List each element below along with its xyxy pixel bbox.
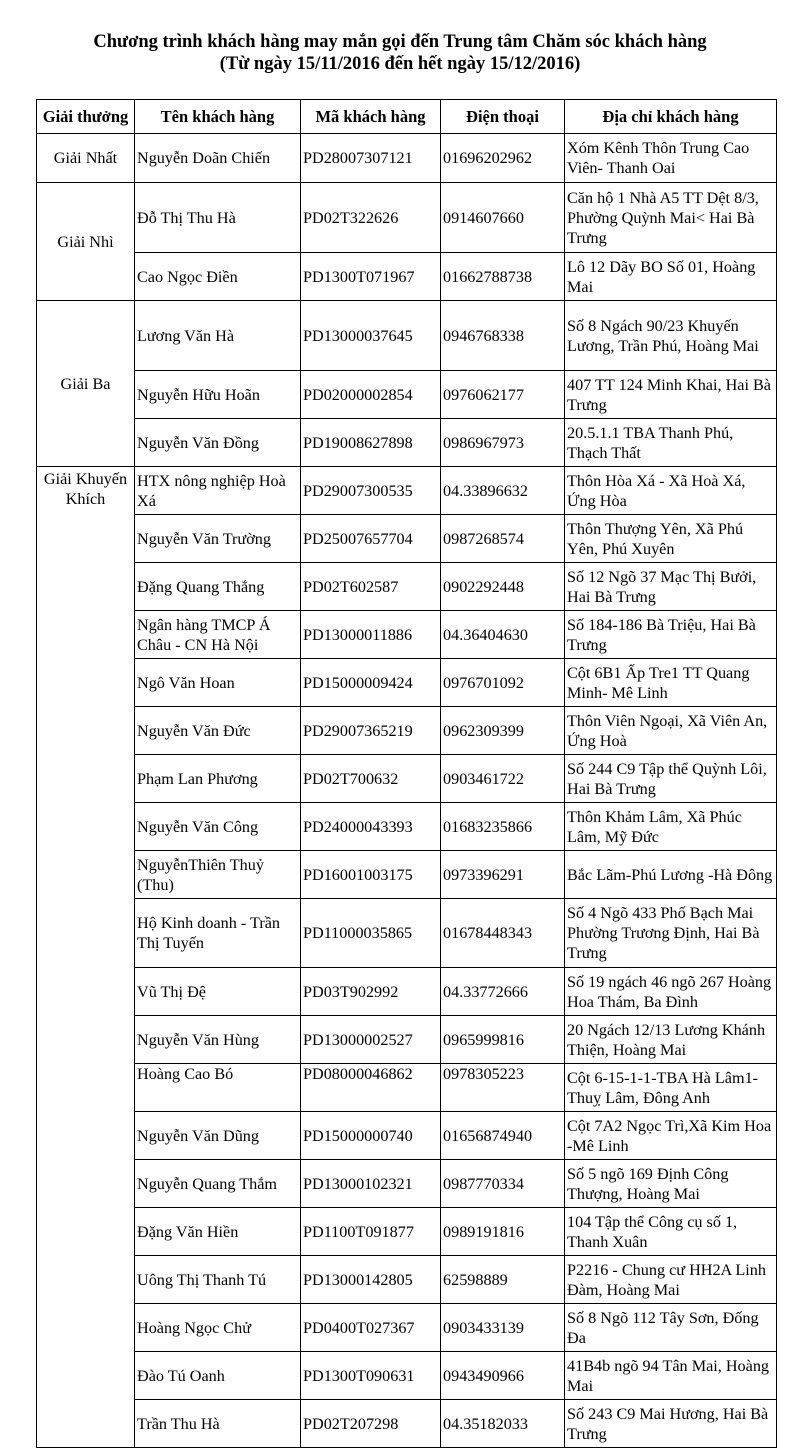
customer-address: Thôn Hòa Xá - Xã Hoà Xá, Ứng Hòa — [565, 467, 777, 515]
award-third: Giải Ba — [37, 301, 135, 467]
customer-address: Thôn Thượng Yên, Xã Phú Yên, Phú Xuyên — [565, 515, 777, 563]
customer-name: Lương Văn Hà — [135, 301, 301, 371]
customer-code: PD19008627898 — [301, 419, 441, 467]
award-first: Giải Nhất — [37, 134, 135, 183]
award-consolation: Giải Khuyến Khích — [37, 467, 135, 1448]
customer-phone: 0987770334 — [441, 1160, 565, 1208]
customer-code: PD13000142805 — [301, 1256, 441, 1304]
customer-name: Vũ Thị Đệ — [135, 968, 301, 1016]
customer-code: PD15000009424 — [301, 659, 441, 707]
customer-name: NguyễnThiên Thuỷ (Thu) — [135, 851, 301, 899]
customer-name: Ngân hàng TMCP Á Châu - CN Hà Nội — [135, 611, 301, 659]
table-row — [37, 1016, 777, 1064]
winners-table — [36, 99, 777, 1448]
customer-name: Nguyễn Quang Thắm — [135, 1160, 301, 1208]
customer-phone: 01678448343 — [441, 899, 565, 968]
customer-address: 20.5.1.1 TBA Thanh Phú, Thạch Thất — [565, 419, 777, 467]
customer-code: PD1300T071967 — [301, 253, 441, 301]
customer-code: PD25007657704 — [301, 515, 441, 563]
customer-phone: 0989191816 — [441, 1208, 565, 1256]
customer-address: Lô 12 Dãy BO Số 01, Hoàng Mai — [565, 253, 777, 301]
customer-address: Số 4 Ngõ 433 Phố Bạch Mai Phường Trương Định, Hai Bà Trưng — [565, 899, 777, 968]
customer-code: PD02T602587 — [301, 563, 441, 611]
customer-code: PD0400T027367 — [301, 1304, 441, 1352]
table-row — [37, 1400, 777, 1448]
customer-name: Hộ Kinh doanh - Trần Thị Tuyến — [135, 899, 301, 968]
customer-address: 104 Tập thể Công cụ số 1, Thanh Xuân — [565, 1208, 777, 1256]
customer-code: PD29007300535 — [301, 467, 441, 515]
customer-name: HTX nông nghiệp Hoà Xá — [135, 467, 301, 515]
customer-name: Đặng Văn Hiền — [135, 1208, 301, 1256]
customer-address: Số 243 C9 Mai Hương, Hai Bà Trưng — [565, 1400, 777, 1448]
table-row — [37, 1208, 777, 1256]
customer-phone: 01696202962 — [441, 134, 565, 183]
customer-phone: 0976701092 — [441, 659, 565, 707]
award-second: Giải Nhì — [37, 183, 135, 301]
customer-address: Số 12 Ngõ 37 Mạc Thị Bưởi, Hai Bà Trưng — [565, 563, 777, 611]
customer-address: Cột 6B1 Ấp Tre1 TT Quang Minh- Mê Linh — [565, 659, 777, 707]
customer-code: PD24000043393 — [301, 803, 441, 851]
table-row — [37, 563, 777, 611]
customer-code: PD13000037645 — [301, 301, 441, 371]
customer-name: Nguyễn Văn Dũng — [135, 1112, 301, 1160]
table-row — [37, 183, 777, 253]
table-header-row — [37, 100, 777, 134]
table-row — [37, 851, 777, 899]
table-row — [37, 1160, 777, 1208]
table-row — [37, 253, 777, 301]
customer-address: 407 TT 124 Minh Khai, Hai Bà Trưng — [565, 371, 777, 419]
customer-code: PD02T700632 — [301, 755, 441, 803]
table-row — [37, 1256, 777, 1304]
table-row — [37, 968, 777, 1016]
customer-address: Thôn Khảm Lâm, Xã Phúc Lâm, Mỹ Đức — [565, 803, 777, 851]
customer-name: Phạm Lan Phương — [135, 755, 301, 803]
customer-name: Đặng Quang Thắng — [135, 563, 301, 611]
customer-name: Trần Thu Hà — [135, 1400, 301, 1448]
customer-name: Đỗ Thị Thu Hà — [135, 183, 301, 253]
table-row — [37, 301, 777, 371]
customer-phone: 0903433139 — [441, 1304, 565, 1352]
customer-name: Nguyễn Văn Công — [135, 803, 301, 851]
customer-code: PD13000102321 — [301, 1160, 441, 1208]
customer-phone: 04.33772666 — [441, 968, 565, 1016]
customer-address: Số 8 Ngõ 112 Tây Sơn, Đống Đa — [565, 1304, 777, 1352]
customer-phone: 0986967973 — [441, 419, 565, 467]
customer-code: PD15000000740 — [301, 1112, 441, 1160]
customer-code: PD02000002854 — [301, 371, 441, 419]
customer-address: Số 19 ngách 46 ngõ 267 Hoàng Hoa Thám, Ba Đình — [565, 968, 777, 1016]
customer-address: 20 Ngách 12/13 Lương Khánh Thiện, Hoàng Mai — [565, 1016, 777, 1064]
table-row — [37, 659, 777, 707]
table-row — [37, 707, 777, 755]
customer-phone: 0943490966 — [441, 1352, 565, 1400]
page-title: Chương trình khách hàng may mắn gọi đến Trung tâm Chăm sóc khách hàng — [93, 32, 707, 52]
table-row — [37, 419, 777, 467]
table-row — [37, 755, 777, 803]
customer-phone: 04.36404630 — [441, 611, 565, 659]
customer-address: Số 8 Ngách 90/23 Khuyến Lương, Trần Phú, Hoàng Mai — [565, 301, 777, 371]
customer-code: PD11000035865 — [301, 899, 441, 968]
customer-code: PD29007365219 — [301, 707, 441, 755]
customer-code: PD02T322626 — [301, 183, 441, 253]
customer-phone: 62598889 — [441, 1256, 565, 1304]
customer-phone: 04.33896632 — [441, 467, 565, 515]
customer-phone: 0978305223 — [441, 1064, 565, 1112]
customer-address: 41B4b ngõ 94 Tân Mai, Hoàng Mai — [565, 1352, 777, 1400]
customer-phone: 0976062177 — [441, 371, 565, 419]
table-row — [37, 134, 777, 183]
customer-name: Hoàng Ngọc Chử — [135, 1304, 301, 1352]
table-row — [37, 1304, 777, 1352]
customer-phone: 01683235866 — [441, 803, 565, 851]
customer-phone: 0946768338 — [441, 301, 565, 371]
customer-phone: 0903461722 — [441, 755, 565, 803]
customer-address: Xóm Kênh Thôn Trung Cao Viên- Thanh Oai — [565, 134, 777, 183]
customer-name: Uông Thị Thanh Tú — [135, 1256, 301, 1304]
table-row — [37, 515, 777, 563]
table-row — [37, 1352, 777, 1400]
table-row — [37, 803, 777, 851]
customer-address: P2216 - Chung cư HH2A Linh Đàm, Hoàng Mai — [565, 1256, 777, 1304]
customer-name: Cao Ngọc Điền — [135, 253, 301, 301]
customer-phone: 0987268574 — [441, 515, 565, 563]
header-phone: Điện thoại — [441, 100, 565, 134]
customer-name: Nguyễn Hữu Hoãn — [135, 371, 301, 419]
customer-phone: 01662788738 — [441, 253, 565, 301]
header-name: Tên khách hàng — [135, 100, 301, 134]
customer-phone: 0902292448 — [441, 563, 565, 611]
customer-phone: 0965999816 — [441, 1016, 565, 1064]
customer-name: Nguyễn Doãn Chiến — [135, 134, 301, 183]
customer-address: Thôn Viên Ngoại, Xã Viên An, Ứng Hoà — [565, 707, 777, 755]
customer-name: Nguyễn Văn Trường — [135, 515, 301, 563]
header-award: Giải thưởng — [37, 100, 135, 134]
header-code: Mã khách hàng — [301, 100, 441, 134]
customer-code: PD02T207298 — [301, 1400, 441, 1448]
header-address: Địa chỉ khách hàng — [565, 100, 777, 134]
customer-address: Bắc Lãm-Phú Lương -Hà Đông — [565, 851, 777, 899]
customer-name: Đào Tú Oanh — [135, 1352, 301, 1400]
table-row — [37, 371, 777, 419]
page-subtitle: (Từ ngày 15/11/2016 đến hết ngày 15/12/2016) — [219, 54, 581, 74]
customer-code: PD1300T090631 — [301, 1352, 441, 1400]
customer-code: PD28007307121 — [301, 134, 441, 183]
customer-phone: 0973396291 — [441, 851, 565, 899]
customer-code: PD03T902992 — [301, 968, 441, 1016]
customer-address: Số 5 ngõ 169 Định Công Thượng, Hoàng Mai — [565, 1160, 777, 1208]
customer-address: Số 184-186 Bà Triệu, Hai Bà Trưng — [565, 611, 777, 659]
customer-name: Hoàng Cao Bó — [135, 1064, 301, 1112]
customer-address: Cột 6-15-1-1-TBA Hà Lâm1-Thuỵ Lâm, Đông Anh — [565, 1064, 777, 1112]
table-row — [37, 1112, 777, 1160]
customer-name: Nguyễn Văn Hùng — [135, 1016, 301, 1064]
table-row — [37, 899, 777, 968]
customer-code: PD08000046862 — [301, 1064, 441, 1112]
table-row — [37, 1064, 777, 1112]
customer-code: PD1100T091877 — [301, 1208, 441, 1256]
customer-address: Cột 7A2 Ngọc Trì,Xã Kim Hoa -Mê Linh — [565, 1112, 777, 1160]
customer-name: Nguyễn Văn Đồng — [135, 419, 301, 467]
customer-code: PD16001003175 — [301, 851, 441, 899]
customer-phone: 0962309399 — [441, 707, 565, 755]
table-row — [37, 611, 777, 659]
table-row — [37, 467, 777, 515]
customer-name: Ngô Văn Hoan — [135, 659, 301, 707]
customer-phone: 0914607660 — [441, 183, 565, 253]
customer-name: Nguyễn Văn Đức — [135, 707, 301, 755]
customer-phone: 01656874940 — [441, 1112, 565, 1160]
customer-code: PD13000011886 — [301, 611, 441, 659]
customer-phone: 04.35182033 — [441, 1400, 565, 1448]
customer-address: Số 244 C9 Tập thể Quỳnh Lôi, Hai Bà Trưng — [565, 755, 777, 803]
customer-address: Căn hộ 1 Nhà A5 TT Dệt 8/3, Phường Quỳnh Mai< Hai Bà Trưng — [565, 183, 777, 253]
customer-code: PD13000002527 — [301, 1016, 441, 1064]
